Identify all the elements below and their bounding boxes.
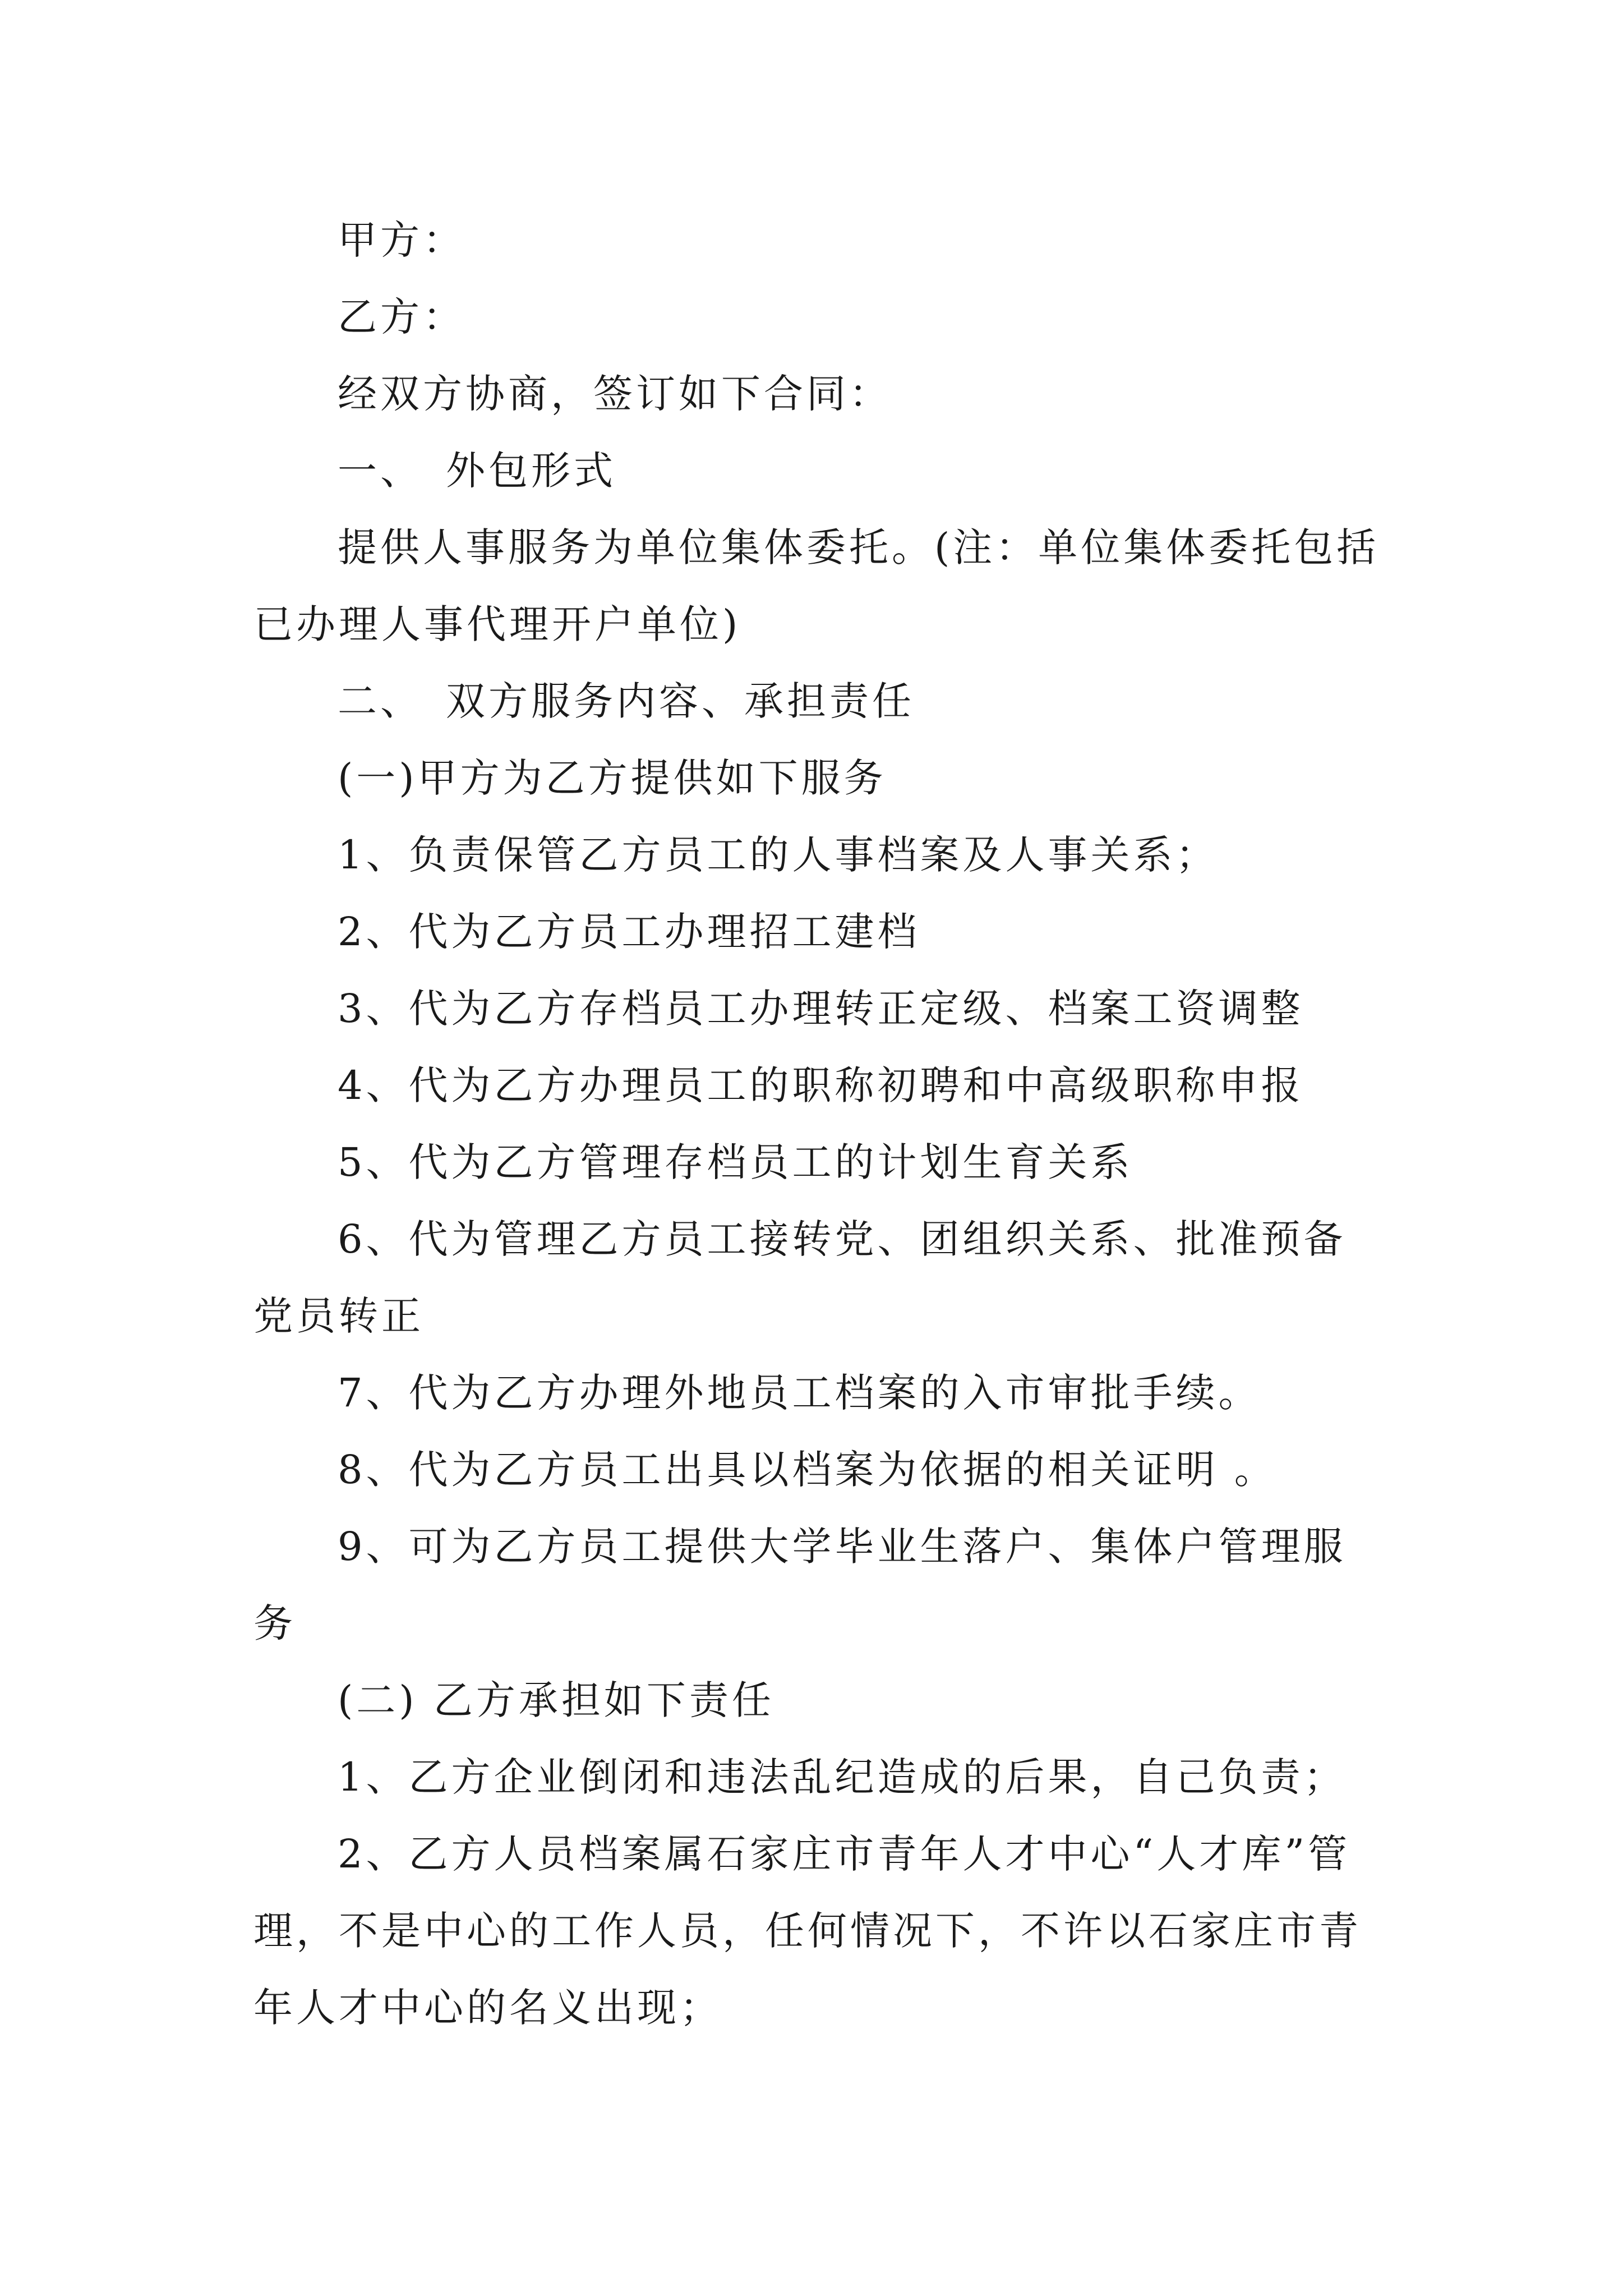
subsection-a-heading: (一)甲方为乙方提供如下服务	[338, 755, 887, 801]
service-item-3: 3、代为乙方存档员工办理转正定级、档案工资调整	[338, 986, 1304, 1032]
section-1-heading: 一、 外包形式	[338, 448, 616, 494]
service-item-7: 7、代为乙方办理外地员工档案的入市审批手续。	[338, 1370, 1261, 1416]
agreement-intro: 经双方协商，签订如下合同：	[338, 371, 892, 417]
party-b-line: 乙方：	[338, 294, 465, 340]
section-1-body: 提供人事服务为单位集体委托。(注：单位集体委托包括已办理人事代理开户单位)	[253, 524, 1380, 647]
service-item-8: 8、代为乙方员工出具以档案为依据的相关证明 。	[338, 1447, 1277, 1493]
responsibility-item-1: 1、乙方企业倒闭和违法乱纪造成的后果，自己负责；	[338, 1754, 1347, 1800]
service-item-5: 5、代为乙方管理存档员工的计划生育关系	[338, 1139, 1133, 1185]
responsibility-item-2: 2、乙方人员档案属石家庄市青年人才中心“人才库”管理，不是中心的工作人员，任何情况下，不许以石家庄市青年人才中心的名义出现；	[253, 1831, 1362, 2031]
service-item-9: 9、可为乙方员工提供大学毕业生落户、集体户管理服务	[253, 1524, 1347, 1646]
party-a-line: 甲方：	[338, 217, 465, 263]
service-item-6: 6、代为管理乙方员工接转党、团组织关系、批准预备党员转正	[253, 1216, 1347, 1339]
service-item-4: 4、代为乙方办理员工的职称初聘和中高级职称申报	[338, 1062, 1304, 1108]
service-item-1: 1、负责保管乙方员工的人事档案及人事关系；	[338, 832, 1219, 878]
subsection-b-heading: (二) 乙方承担如下责任	[338, 1677, 774, 1723]
service-item-2: 2、代为乙方员工办理招工建档	[338, 909, 920, 955]
section-2-heading: 二、 双方服务内容、承担责任	[338, 678, 915, 724]
